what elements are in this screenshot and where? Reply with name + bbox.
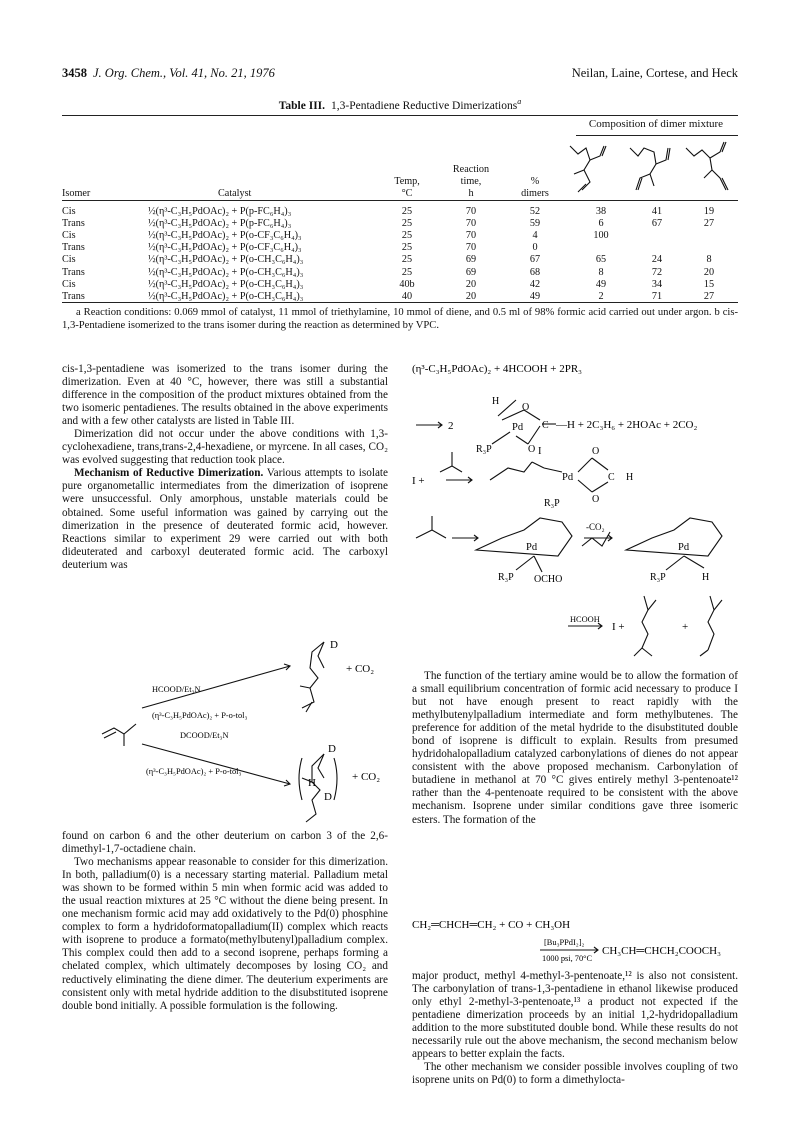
table-body — [62, 206, 738, 302]
cell-isomer: Trans — [62, 218, 85, 230]
mechanism-text: Various attempts to isolate pure organometallic intermediates from the dimerization of isoprene were unsuccessful. Only amorphous, unstable materials could be obtained. Some useful information was gained by carrying out the dimerization in the presence of deuterated formic acid, however. Reactions similar to experiment 29 were carried out with both dideuterated and carboxyl deuterated formic acid. The carboxyl deuterium was — [62, 467, 388, 571]
hcooh-label: HCOOH — [570, 615, 600, 624]
product-top — [302, 642, 324, 708]
ocho-label: OCHO — [534, 574, 563, 585]
r3p-1: R₃P — [476, 444, 492, 455]
pd-4: Pd — [678, 542, 690, 553]
i-label: I — [538, 446, 542, 457]
cell-catalyst: ½(η³-C₃H₅PdOAc)₂ + P(o-CH₃C₆H₄)₃ — [148, 278, 304, 290]
header-left — [62, 66, 275, 81]
col-catalyst: Catalyst — [218, 188, 252, 199]
table-row — [62, 218, 738, 230]
eq1-coef: 2 — [448, 420, 454, 432]
paragraph-major-product: major product, methyl 4-methyl-3-pentenoate,¹² is also not consistent. The carbonylation of trans-1,3-pentadiene in ethanol likewise produced only ethyl 2-methyl-3-pentenoate,¹³ a product not expected if the pentadiene dimerization proceeds by an initial 1,2-hydridopalladium addition to the more substituted double bond. While these results do not necessarily rule out the above mechanism, the second mechanism below appears to better explain the facts. — [412, 970, 738, 1061]
cell-dimers: 67 — [529, 254, 541, 266]
cell-dimer-1: 8 — [598, 266, 604, 278]
isoprene-structure — [102, 724, 136, 734]
col-isomer: Isomer — [62, 188, 91, 199]
cell-dimer-3: 27 — [703, 290, 715, 302]
carbonylation-catalyst: [Bu₃PPdI₂]₂ — [544, 938, 585, 947]
h-on-pd-2: H — [702, 572, 710, 583]
eq1-left: (η³-C₃H₅PdOAc)₂ + 4HCOOH + 2PR₃ — [412, 363, 583, 375]
cell-isomer: Trans — [62, 266, 85, 278]
cell-catalyst: ½(η³-C₃H₅PdOAc)₂ + P(o-CH₃C₆H₄)₃ — [148, 254, 304, 266]
minus-co2: -CO₂ — [586, 522, 605, 532]
journal-citation: J. Org. Chem., Vol. 41, No. 21, 1976 — [93, 66, 275, 80]
dimer-structure-2 — [630, 148, 670, 190]
r3p-3: R₃P — [498, 572, 514, 583]
cell-time: 20 — [465, 290, 477, 302]
table-footnote: a Reaction conditions: 0.069 mmol of catalyst, 11 mmol of triethylamine, 10 mmol of diene, and 0.5 ml of 98% formic acid carried out under argon. b cis-1,3-Pentadiene isomerized to the trans isomer during the reaction as determined by VPC. — [62, 307, 738, 331]
o-bottom-1: O — [528, 444, 536, 455]
cell-time: 69 — [465, 254, 477, 266]
cell-temp: 25 — [401, 266, 413, 278]
dimer-structure-3 — [686, 142, 728, 190]
cell-dimer-3: 20 — [703, 266, 715, 278]
col-temp-line2: °C — [401, 188, 413, 199]
paragraph-dimerization-failed: Dimerization did not occur under the above conditions with 1,3-cyclohexadiene, trans,trans-2,4-hexadiene, or myrcene. In all cases, CO₂ was evolved suggesting that reduction took place. — [62, 428, 388, 467]
paragraph-amine-function: The function of the tertiary amine would be to allow the formation of a small equilibrium concentration of formic acid necessary to produce I but not have enough present to react rapidly with the methylbutenylpalladium intermediate and form methylbutenes. The preference for addition of the metal hydride to the disubstituted double bond of isoprene is difficult to explain. Results from presumed hydridohalopalladium catalyzed carbonylations of dienes do not appear consistent with the above proposed mechanism. Carbonylation of butadiene in methanol at 70 °C gives entirely methyl 3-pentenoate¹² rather than the 4-pentenoate required to be consistent with the above mechanism. Isoprene under similar conditions gave three isomeric esters. The formation of the — [412, 670, 738, 826]
cell-time: 69 — [465, 266, 477, 278]
product-I-1 — [642, 596, 648, 648]
cell-dimer-3: 19 — [703, 206, 715, 217]
plus-sign: + — [682, 621, 689, 633]
cell-dimer-2: 72 — [651, 266, 663, 278]
cell-catalyst: ½(η³-C₃H₅PdOAc)₂ + P(o-CH₃C₆H₄)₃ — [148, 290, 304, 302]
paragraph-deuterium-location: found on carbon 6 and the other deuterium on carbon 3 of the 2,6-dimethyl-1,7-octadiene chain. — [62, 830, 388, 856]
catalyst-top: (η³-C₃H₅PdOAc)₂ + P-o-tol₃ — [152, 711, 248, 720]
h-label-bottom: H — [308, 777, 316, 789]
cell-isomer: Cis — [62, 254, 76, 266]
right-column-p1 — [412, 670, 738, 827]
product-I-2 — [708, 596, 714, 650]
allyl-complex-2 — [626, 518, 722, 556]
author-list: Neilan, Laine, Cortese, and Heck — [571, 66, 738, 80]
col-temp-line1: Temp, — [394, 176, 420, 187]
carbonylation-reactants: CH₂═CHCH═CH₂ + CO + CH₃OH — [412, 919, 571, 931]
cell-time: 70 — [465, 218, 477, 230]
d-label-bottom-2: D — [324, 791, 332, 803]
cell-temp: 25 — [401, 254, 413, 266]
page-number: 3458 — [62, 66, 87, 80]
cell-time: 70 — [465, 230, 477, 242]
table-title: 1,3-Pentadiene Reductive Dimerizations — [331, 99, 518, 112]
isoprene-3 — [416, 530, 446, 538]
left-column-bottom — [62, 830, 388, 1013]
cell-catalyst: ½(η³-C₃H₅PdOAc)₂ + P(o-CF₃C₆H₄)₃ — [148, 242, 302, 254]
composition-header: Composition of dimer mixture — [588, 118, 724, 130]
d-label-top: D — [330, 639, 338, 651]
cell-dimer-1: 2 — [598, 290, 604, 302]
cell-dimer-3: 8 — [706, 254, 712, 266]
cell-catalyst: ½(η³-C₃H₅PdOAc)₂ + P(p-FC₆H₄)₃ — [148, 218, 292, 230]
r3p-4: R₃P — [650, 572, 666, 583]
cell-temp: 25 — [401, 230, 413, 242]
isoprene-2 — [582, 532, 610, 546]
cell-dimers: 52 — [529, 206, 541, 217]
cell-dimer-1: 100 — [593, 230, 609, 242]
paragraph-two-mechanisms: Two mechanisms appear reasonable to consider for this dimerization. In both, palladium(0) is a necessary starting material. Palladium metal was shown to be formed within 5 min when formic acid was added to the usual reaction mixtures at 25 °C without the diene being present. In one mechanism formic acid may add oxidatively to the Pd(0) phosphine complex to form a hydridoformatopalladium(II) complex which reacts with isoprene to produce a formato(methylbutenyl)palladium complex. This complex could then add to a second isoprene, perhaps forming a chelated complex, which ultimately decomposes by losing CO₂ and reductively eliminating the diene dimer. The deuterium experiments are consistent only with metal hydride addition to the disubstituted isoprene double bond initially. A possible formulation is the following. — [62, 856, 388, 1012]
deuteration-scheme — [62, 628, 388, 828]
table-row — [62, 267, 738, 279]
left-column-top — [62, 363, 388, 572]
cell-isomer: Cis — [62, 278, 76, 290]
cell-time: 70 — [465, 206, 477, 217]
table-top-rule — [62, 115, 738, 116]
col-pct-line1: % — [530, 176, 540, 187]
c-formate-1: C — [542, 420, 549, 431]
h-on-pd: H — [492, 396, 500, 407]
section-heading-mechanism: Mechanism of Reductive Dimerization. — [74, 467, 264, 480]
cell-isomer: Cis — [62, 206, 76, 217]
cell-dimer-1: 65 — [595, 254, 607, 266]
o-top-2: O — [592, 446, 600, 457]
col-time-line1: Reaction — [452, 164, 490, 175]
cell-isomer: Trans — [62, 242, 85, 254]
isoprene-1 — [440, 466, 462, 472]
cell-isomer: Trans — [62, 290, 85, 302]
reagent-bottom: DCOOD/Et₃N — [180, 731, 229, 740]
table-row — [62, 291, 738, 303]
cell-dimer-1: 6 — [598, 218, 604, 230]
table-caption-footnote-mark: a — [517, 97, 522, 106]
paragraph-other-mechanism: The other mechanism we consider possible involves coupling of two isoprene units on Pd(0) to form a dimethylocta- — [412, 1061, 738, 1087]
i-plus-2: I + — [612, 621, 625, 633]
cell-temp: 40 — [401, 290, 413, 302]
carbonylation-product: CH₃CH═CHCH₂COOCH₃ — [602, 945, 721, 957]
table-row — [62, 242, 738, 254]
cell-dimer-2: 71 — [651, 290, 663, 302]
cell-dimer-3: 27 — [703, 218, 715, 230]
reagent-top: HCOOD/Et₃N — [152, 685, 201, 694]
right-column-bottom — [412, 970, 738, 1087]
pd-2: Pd — [562, 472, 574, 483]
co2-bottom: + CO₂ — [352, 771, 381, 783]
col-pct-line2: dimers — [521, 188, 549, 199]
carbonylation-equation — [412, 914, 738, 964]
cell-dimer-2: 34 — [651, 278, 663, 290]
intermediate-I-chain — [490, 462, 532, 480]
cell-temp: 25 — [401, 218, 413, 230]
h-formate-2: H — [626, 472, 634, 483]
r3p-2: R₃P — [544, 498, 560, 509]
cell-temp: 25 — [401, 206, 413, 217]
mechanism-scheme — [412, 360, 738, 660]
allyl-complex-1 — [476, 518, 572, 556]
cell-catalyst: ½(η³-C₃H₅PdOAc)₂ + P(o-CF₃C₆H₄)₃ — [148, 230, 302, 242]
pd-1: Pd — [512, 422, 524, 433]
carbonylation-conditions: 1000 psi, 70°C — [542, 954, 593, 963]
o-bottom-2: O — [592, 494, 600, 505]
cell-dimers: 49 — [529, 290, 541, 302]
paragraph-mechanism — [62, 467, 388, 571]
cell-temp: 40b — [399, 278, 415, 290]
col-time-line3: h — [468, 188, 474, 199]
table-label: Table III. — [278, 99, 326, 112]
cell-time: 70 — [465, 242, 477, 254]
i-plus: I + — [412, 475, 425, 487]
cell-catalyst: ½(η³-C₃H₅PdOAc)₂ + P(o-CH₃C₆H₄)₃ — [148, 266, 304, 278]
cell-isomer: Cis — [62, 230, 76, 242]
cell-dimer-2: 24 — [651, 254, 663, 266]
d-label-bottom-1: D — [328, 743, 336, 755]
cell-dimers: 68 — [529, 266, 541, 278]
paragraph-cis-isomerization: cis-1,3-pentadiene was isomerized to the trans isomer during the dimerization. Even at 40 °C, however, there was still a substantial difference in the composition of the product mixtures obtained from the two isomeric pentadienes. The results obtained in the above experiments and with a few other catalysts are listed in Table III. — [62, 363, 388, 428]
dimer-structures — [560, 138, 740, 198]
cell-dimers: 0 — [532, 242, 538, 254]
o-top-1: O — [522, 402, 530, 413]
dimer-structure-1 — [570, 146, 606, 192]
cell-dimer-2: 67 — [651, 218, 663, 230]
table-caption — [0, 97, 800, 112]
cell-temp: 25 — [401, 242, 413, 254]
eq1-right: —H + 2C₃H₆ + 2HOAc + 2CO₂ — [556, 419, 698, 431]
cell-dimer-1: 38 — [595, 206, 607, 217]
cell-dimer-2: 41 — [651, 206, 663, 217]
cell-dimers: 42 — [529, 278, 541, 290]
cell-dimers: 4 — [532, 230, 538, 242]
catalyst-bottom: (η³-C₃H₅PdOAc)₂ + P-o-tol₃ — [146, 767, 242, 776]
table-row — [62, 279, 738, 291]
arrow-bottom — [142, 744, 290, 784]
c-formate-2: C — [608, 472, 615, 483]
cell-dimers: 59 — [529, 218, 541, 230]
cell-dimer-3: 15 — [703, 278, 715, 290]
cell-dimer-1: 49 — [595, 278, 607, 290]
running-header — [62, 66, 738, 84]
cell-catalyst: ½(η³-C₃H₅PdOAc)₂ + P(p-FC₆H₄)₃ — [148, 206, 292, 217]
cell-time: 20 — [465, 278, 477, 290]
pd-3: Pd — [526, 542, 538, 553]
table-row — [62, 206, 738, 218]
col-time-line2: time, — [460, 176, 482, 187]
co2-top: + CO₂ — [346, 663, 375, 675]
table-row — [62, 230, 738, 242]
table-row — [62, 254, 738, 266]
